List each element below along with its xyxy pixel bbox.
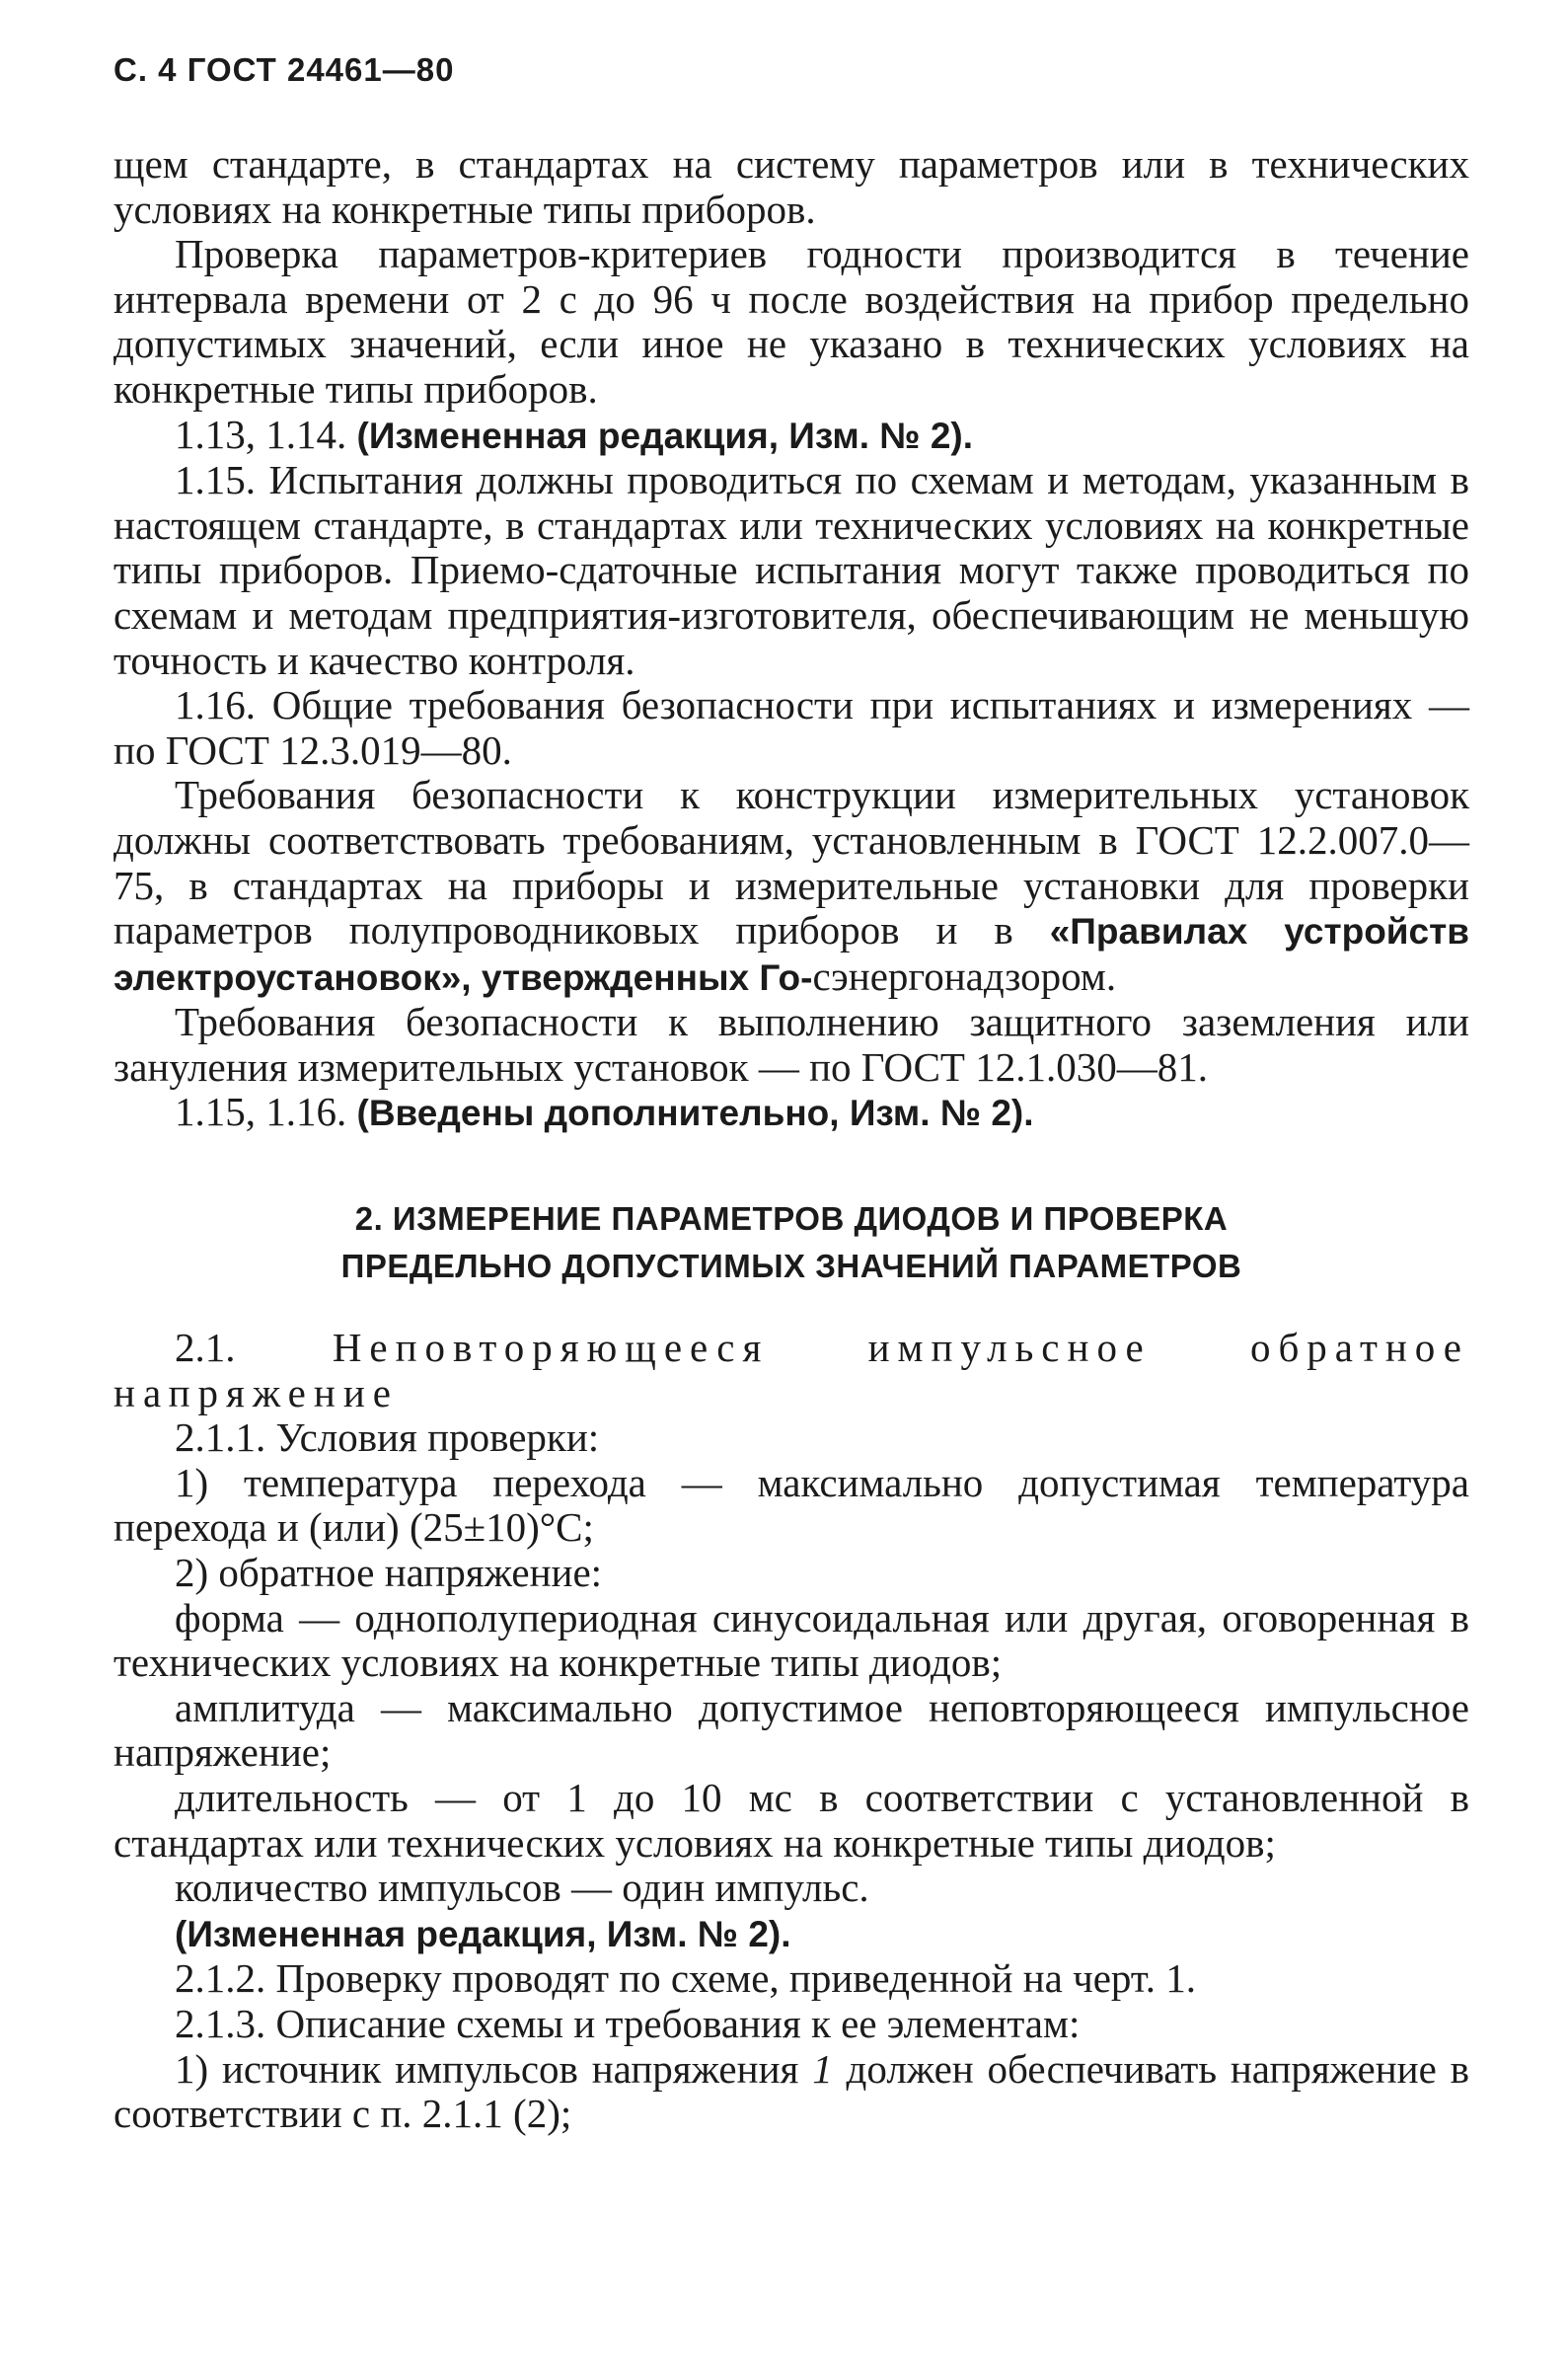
paragraph-2-1-2: 2.1.2. Проверку проводят по схеме, приведенной на черт. 1. xyxy=(175,1955,1196,2002)
amendment-text: (Измененная редакция, Изм. № 2). xyxy=(356,415,974,456)
section-title-line-2: ПРЕДЕЛЬНО ДОПУСТИМЫХ ЗНАЧЕНИЙ ПАРАМЕТРОВ xyxy=(340,1248,1242,1285)
temperature-unit: °С; xyxy=(539,1504,594,1551)
subsection-2-1-title xyxy=(113,1326,1469,1415)
amendment-prefix: 1.15, 1.16. xyxy=(175,1089,347,1135)
paragraph-waveform: форма — однополупериодная синусоидальная или другая, оговоренная в технических условиях на конкретные типы диодов; xyxy=(113,1594,1469,1686)
temperature-text: 1) температура перехода — максимально допустимая температура перехода и (или) (25±10) xyxy=(113,1459,1469,1551)
amendment-note-2-1 xyxy=(113,1911,1469,1957)
amendment-text: (Введены дополнительно, Изм. № 2). xyxy=(356,1093,1034,1134)
paragraph-continuation: щем стандарте, в стандартах на систему параметров или в технических условиях на конкретные типы приборов. xyxy=(113,141,1469,232)
paragraph-pulse-count: количество импульсов — один импульс. xyxy=(175,1865,869,1911)
paragraph-1-15: 1.15. Испытания должны проводиться по схемам и методам, указанным в настоящем стандарте, в стандартах или технических условиях на конкретные типы приборов. Приемо-сдаточные испытания могут также проводиться по схемам и методам предприятия-изготовителя, обеспечивающим не меньшую точность и качество контроля. xyxy=(113,457,1469,683)
paragraph-duration: длительность — от 1 до 10 мс в соответствии с установленной в стандартах или технических условиях на конкретные типы диодов; xyxy=(113,1775,1469,1866)
pulse-source-text: 1) источник импульсов напряжения xyxy=(175,2045,813,2092)
electrical-rules-reference: «Правилах устройств электроустановок», утвержденных Го- xyxy=(113,911,1469,998)
element-number: 1 xyxy=(812,2045,833,2092)
paragraph-2-1-3: 2.1.3. Описание схемы и требования к ее элементам: xyxy=(175,2000,1081,2046)
amendment-prefix: 1.13, 1.14. xyxy=(175,411,347,457)
paragraph-safety-design xyxy=(113,773,1469,1000)
section-title-line-1: 2. ИЗМЕРЕНИЕ ПАРАМЕТРОВ ДИОДОВ И ПРОВЕРКА xyxy=(354,1200,1229,1238)
paragraph-amplitude: амплитуда — максимально допустимое неповторяющееся импульсное напряжение; xyxy=(113,1684,1469,1776)
paragraph-criteria-check: Проверка параметров-критериев годности производится в течение интервала времени от 2 с до 96 ч после воздействия на прибор предельно допустимых значений, если иное не указано в технических условиях на конкретные типы приборов. xyxy=(113,231,1469,412)
list-item-pulse-source xyxy=(113,2047,1469,2137)
subsection-heading: Неповторяющееся импульсное обратное напряжение xyxy=(113,1325,1469,1415)
safety-design-text: Требования безопасности к конструкции измерительных установок должны соответствовать требованиям, установленным в ГОСТ 12.2.007.0—75, в стандартах на приборы и измерительные установки для проверки параметров полупроводниковых приборов и в xyxy=(113,772,1469,954)
amendment-note-115-116 xyxy=(113,1090,1469,1136)
page-header: С. 4 ГОСТ 24461—80 xyxy=(113,51,455,88)
safety-design-end: сэнергонадзором. xyxy=(812,953,1117,999)
pulse-source-text-end: должен обеспечивать напряжение в соответствии с п. 2.1.1 (2); xyxy=(113,2045,1469,2137)
list-item-temperature xyxy=(113,1461,1469,1551)
amendment-note-113-114 xyxy=(113,413,1469,459)
amendment-text: (Измененная редакция, Изм. № 2). xyxy=(175,1913,791,1954)
list-item-reverse-voltage: 2) обратное напряжение: xyxy=(175,1550,603,1596)
paragraph-1-16: 1.16. Общие требования безопасности при испытаниях и измерениях — по ГОСТ 12.3.019—80. xyxy=(113,682,1469,773)
subsection-number: 2.1. xyxy=(175,1325,236,1371)
paragraph-2-1-1: 2.1.1. Условия проверки: xyxy=(175,1414,600,1461)
paragraph-grounding: Требования безопасности к выполнению защитного заземления или зануления измерительных установок — по ГОСТ 12.1.030—81. xyxy=(113,999,1469,1090)
section-title xyxy=(113,1195,1469,1290)
